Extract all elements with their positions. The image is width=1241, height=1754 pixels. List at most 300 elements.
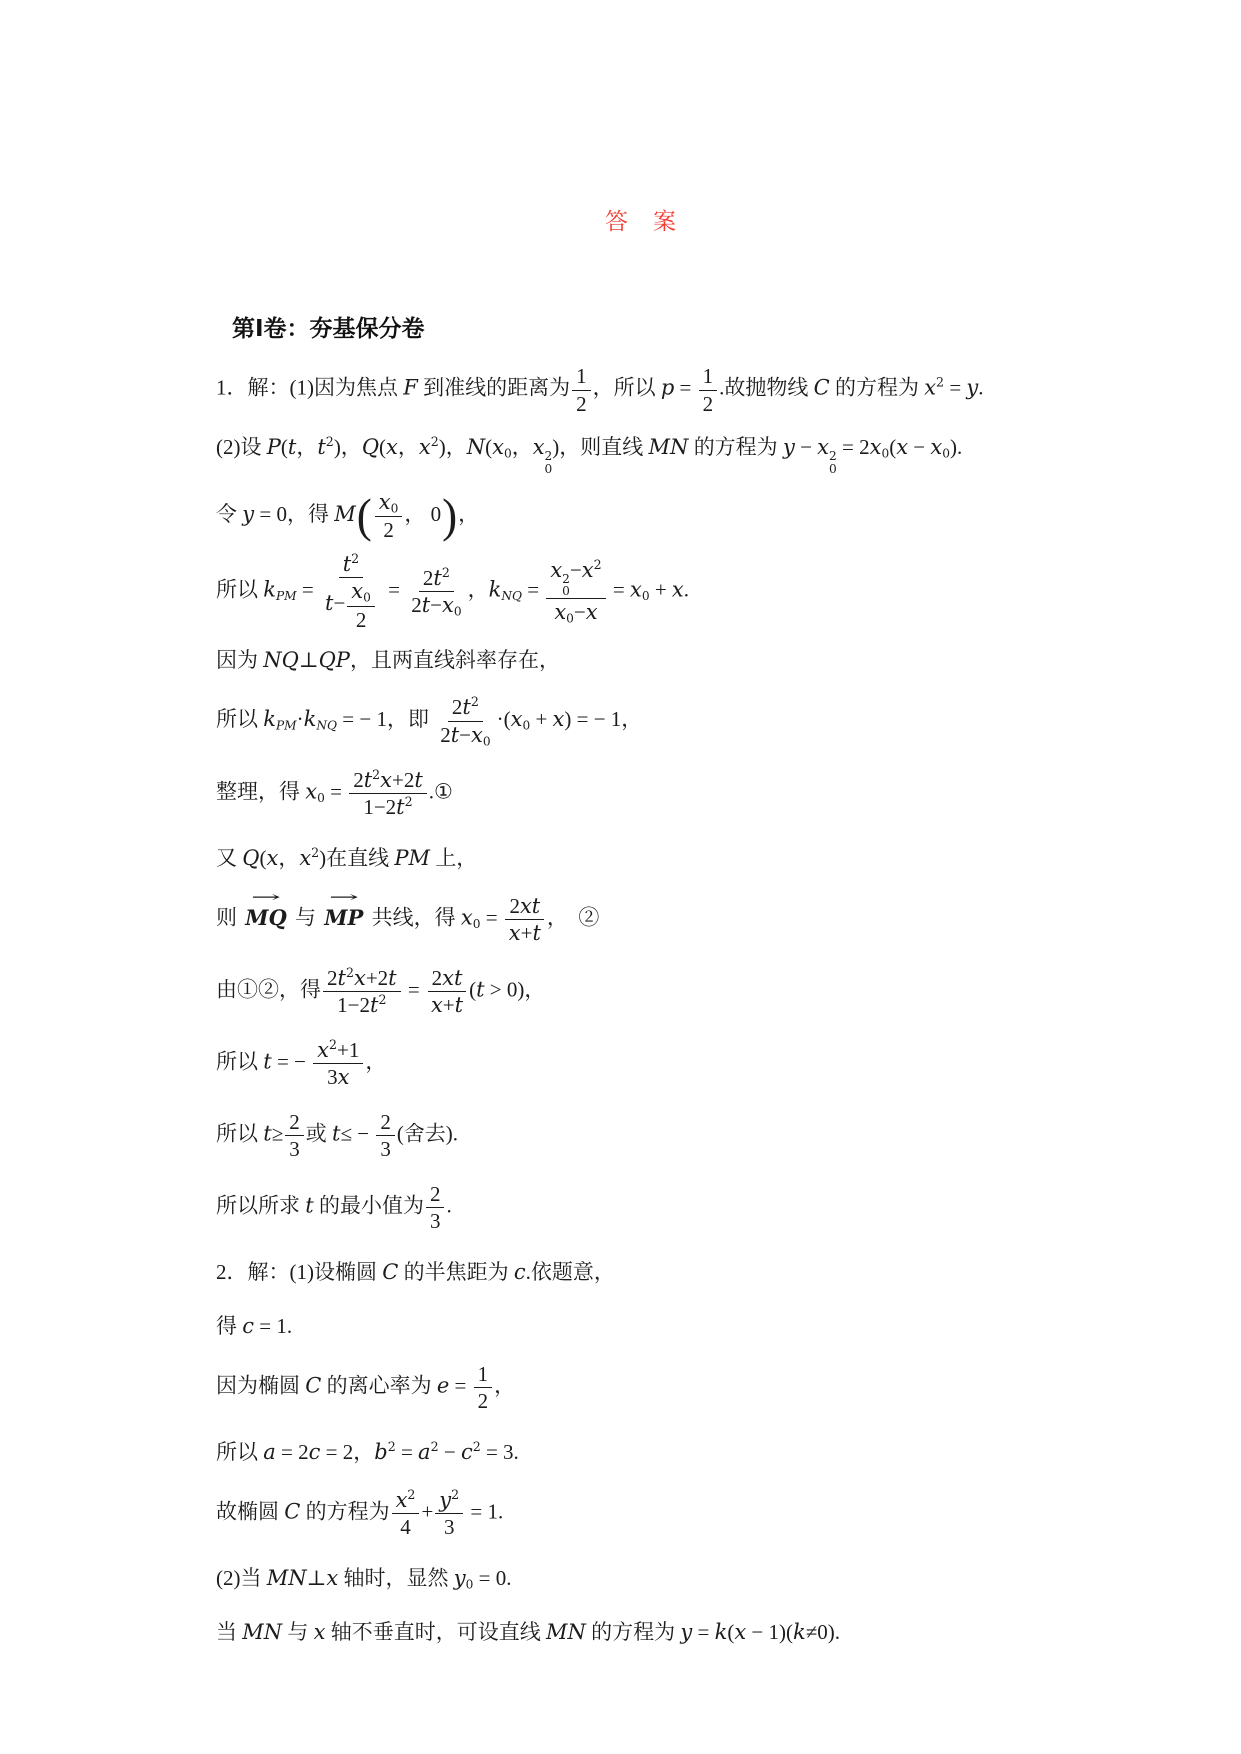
text-run: 的半焦距为 [398,1259,514,1284]
math-variable: t [363,768,373,793]
fraction-numerator [572,364,591,390]
text-run: > 0)， [484,977,546,1002]
text-run: 3 [429,1209,441,1234]
math-variable: x [351,579,364,604]
superscript: 2 [404,794,413,810]
math-variable: k [263,577,276,602]
big-paren: ( [356,489,372,543]
math-variable: C [382,1259,399,1284]
text-run: ，所以 [592,375,661,400]
math-variable: t [388,966,397,991]
text-run: ⊥ [298,647,319,672]
fraction [572,364,591,415]
fraction [323,966,401,1017]
superscript: 2 [430,434,439,450]
subscript: 0 [881,446,890,461]
text-run: 4 [400,1515,411,1540]
fraction-numerator [313,1038,363,1064]
stacked-scripts [562,573,570,597]
fraction-denominator [333,992,390,1017]
content-line [216,354,1201,426]
fraction-numerator [339,552,363,578]
superscript: 2 [325,434,334,450]
text-run: 1 [702,364,714,389]
text-run: .故抛物线 [719,375,814,400]
text-run: 1．解：(1)因为焦点 [216,375,404,400]
text-run: − [333,591,346,616]
math-variable: t [317,435,326,460]
text-run: = [607,577,630,602]
line-row [216,1310,292,1340]
text-run: ) = − 1， [564,707,643,732]
vector [321,887,366,930]
text-run: (舍去). [396,1121,459,1146]
text-run: +2 [392,768,415,793]
text-run: = 1. [254,1313,293,1338]
text-run: + [520,921,533,946]
section-heading: 第Ⅰ卷：夯基保分卷 [232,315,425,341]
line-row [216,644,560,674]
text-run: + [442,993,455,1018]
fraction-denominator [436,722,494,748]
text-run: . [683,577,689,602]
superscript: 2 [311,844,320,860]
math-variable: x [585,600,598,625]
math-variable: y [242,501,255,526]
math-variable: x [519,894,532,919]
fraction-numerator [375,490,403,517]
text-run: = [692,1619,715,1644]
math-variable: y [966,375,979,400]
math-variable: x [930,435,943,460]
text-run: 所以 [216,1439,264,1464]
math-variable: a [418,1439,431,1464]
math-variable: MN [648,435,689,460]
fraction-numerator [323,966,401,992]
text-run: ， [511,435,533,460]
text-run: 2 [702,391,714,416]
line-row [216,1182,452,1233]
fraction-denominator [407,592,465,618]
content-line [216,758,1201,830]
math-variable: NQ [263,647,299,672]
superscript: 2 [351,551,360,567]
superscript: 2 [451,1487,460,1503]
math-variable: MN [266,1565,307,1590]
text-run: 因为 [216,647,264,672]
text-run: 轴不垂直时，可设直线 [325,1619,546,1644]
line-row [216,1436,519,1466]
fraction [392,1488,420,1539]
fraction-denominator [379,517,398,542]
math-variable: x [418,435,431,460]
text-run: 则 [216,905,243,930]
fraction [407,566,465,619]
math-variable: c [308,1439,321,1464]
fraction-denominator [505,920,545,945]
math-variable: x [442,592,454,617]
fraction-numerator [285,1110,304,1136]
fraction-numerator [349,768,427,794]
text-run: 2 [383,518,394,543]
text-run: 整理，得 [216,779,306,804]
text-run: 2 [411,592,422,617]
fraction [436,695,494,748]
math-variable: x [378,489,391,514]
text-run: 2 [355,607,367,632]
text-run: 的方程为 [585,1619,681,1644]
fraction-denominator [440,1514,459,1539]
text-run: ( [280,435,288,460]
content-line [216,1604,1201,1658]
fraction-denominator [376,1136,395,1161]
content-line [216,1550,1201,1604]
math-variable: t [476,977,485,1002]
superscript: 2 [470,694,479,710]
superscript: 2 [441,564,450,580]
subscript: 0 [829,461,837,476]
math-variable: y [782,435,795,460]
text-run: ≤ − [340,1121,375,1146]
math-variable: t [331,1121,341,1146]
text-run: = 0，得 [254,501,335,526]
text-run: 到准线的距离为 [417,375,571,400]
fraction [375,490,403,543]
text-run: = − 1，即 [337,707,435,732]
math-variable: y [680,1619,693,1644]
line-row [216,364,984,415]
content-line [216,884,1201,956]
subscript: 0 [465,1577,474,1592]
math-variable: x [532,435,545,460]
superscript: 2 [430,1438,439,1454]
vector-label: MQ [245,904,287,930]
math-variable: t [433,565,442,590]
fraction-denominator [427,992,467,1017]
fraction-numerator [392,1488,420,1514]
text-run: 由①②，得 [216,977,321,1002]
superscript: 2 [372,767,381,783]
subscript: 0 [482,733,491,748]
text-run: = [521,577,545,602]
fraction-numerator [376,1110,395,1136]
text-run: = [382,577,406,602]
text-run: ，且两直线斜率存在， [349,647,560,672]
subscript: 0 [472,916,481,931]
text-run: = [402,977,425,1002]
text-run: 2 [451,695,463,720]
text-run: 轴时，显然 [338,1565,454,1590]
subscript: 0 [363,590,371,605]
subscript: 0 [317,790,325,805]
content-line [216,956,1201,1028]
text-run: ≥ [271,1121,284,1146]
text-run: 2 [440,722,451,747]
fraction-numerator [347,579,375,606]
math-variable: x [510,707,523,732]
math-variable: t [450,722,460,747]
text-run: 2 [289,1110,300,1135]
line-row [216,552,689,632]
text-run: .① [428,779,453,804]
text-run: (2)当 [216,1565,267,1590]
line-row [216,1562,511,1592]
fraction [347,579,375,632]
subscript: NQ [501,589,522,604]
content-line [216,1424,1201,1478]
math-variable: k [263,707,276,732]
text-run: 故椭圆 [216,1499,285,1524]
content-line [216,1478,1201,1550]
subscript: 0 [544,461,553,476]
line-row [216,695,642,748]
text-run: 3 [443,1515,455,1540]
text-run: 所以所求 [216,1193,306,1218]
math-variable: x [380,768,392,793]
text-run: − [569,557,582,582]
math-variable: P [266,435,281,460]
text-run: 2 [353,768,364,793]
text-run: − 1)( [746,1619,794,1644]
vector-arrow-icon: → [250,887,282,906]
fraction [546,558,605,626]
math-variable: x [671,577,684,602]
math-variable: x [326,1565,339,1590]
math-variable: c [460,1439,473,1464]
text-run: ， [494,1373,516,1398]
big-paren: ) [442,489,458,543]
math-variable: x [337,1065,350,1090]
math-variable: x [442,966,454,991]
text-run: 所以 [216,707,264,732]
math-variable: t [531,894,541,919]
text-run: . [978,375,984,400]
text-run: 因为椭圆 [216,1373,306,1398]
text-run: 所以 [216,1121,264,1146]
text-run: ， 0 [404,501,442,526]
text-run: = 1. [465,1499,504,1524]
math-variable: t [305,1193,314,1218]
math-variable: PM [394,845,431,870]
fraction [426,1182,445,1233]
superscript: 2 [407,1487,416,1503]
fraction [285,1110,304,1161]
math-variable: k [793,1619,806,1644]
text-run: 所以 [216,1049,264,1074]
text-run: ( [485,435,493,460]
subscript: NQ [316,718,338,733]
content-line [216,686,1201,758]
math-variable: k [488,577,502,602]
content-line [216,1244,1201,1298]
text-run: ， [365,1049,387,1074]
math-variable: t [287,435,297,460]
text-run: ·( [496,707,511,732]
math-variable: x [508,921,521,946]
vector-arrow-icon: → [328,887,359,906]
text-run: 2 [380,1110,391,1135]
vector [242,887,290,930]
math-variable: k [303,707,317,732]
math-variable: x [554,600,567,625]
text-run: = 2， [320,1439,375,1464]
fraction [427,966,467,1017]
vector-label: MP [324,904,364,930]
text-run: 2．解：(1)设椭圆 [216,1259,383,1284]
fraction [474,1362,493,1413]
superscript: 2 [936,375,945,391]
text-run: )， [438,435,467,460]
text-run: − [794,435,818,460]
fraction-numerator [699,364,718,390]
text-run: 2 [509,894,520,919]
subscript: 0 [522,718,531,733]
text-run: 的方程为 [829,375,925,400]
line-row [216,768,453,819]
text-run: 当 [216,1619,243,1644]
math-variable: x [471,722,483,747]
fraction-numerator [435,1488,463,1514]
text-run: ， ② [546,905,600,930]
fraction-numerator [419,566,454,592]
line-row [216,1110,458,1161]
text-run: 的最小值为 [313,1193,424,1218]
math-variable: x [869,435,882,460]
fraction [376,1110,395,1161]
math-variable: F [403,375,418,400]
text-run: ， [278,845,300,870]
text-run: )，则直线 [552,435,649,460]
superscript: 2 [387,1438,396,1454]
text-run: 1−2 [337,993,370,1018]
content-line [216,1298,1201,1352]
math-variable: N [466,435,486,460]
text-run: 2 [431,966,443,991]
text-run: 2 [429,1182,441,1207]
superscript: 2 [562,571,570,586]
math-variable: t [263,1121,272,1146]
math-variable: t [369,993,379,1018]
math-variable: c [513,1259,526,1284]
fraction-denominator [699,391,718,416]
superscript: 2 [328,1037,337,1053]
text-run: 2 [327,966,338,991]
text-run: 与 [282,1619,314,1644]
text-run: 共线，得 [366,905,461,930]
fraction-denominator [321,578,381,632]
math-variable: x [924,375,937,400]
math-variable: x [896,435,909,460]
math-variable: t [396,795,405,820]
math-variable: C [305,1373,322,1398]
math-variable: x [552,707,565,732]
math-variable: x [299,845,312,870]
fraction-denominator [572,391,591,416]
text-run: ， [458,501,480,526]
text-run: − [430,592,443,617]
subscript: 0 [390,501,399,516]
math-variable: x [305,779,318,804]
content-line [216,1172,1201,1244]
math-variable: M [334,501,356,526]
math-variable: QP [318,647,350,672]
text-run: 与 [289,905,322,930]
superscript: 2 [345,965,354,981]
text-run: = 3. [480,1439,519,1464]
math-variable: C [284,1499,301,1524]
subscript: 0 [641,589,650,604]
superscript: 2 [829,449,837,464]
text-run: 1−2 [363,795,397,820]
superscript: 2 [593,557,602,573]
math-variable: x [353,966,366,991]
content-line [216,1028,1201,1100]
content-line [216,552,1201,632]
text-run: − [908,435,931,460]
text-run: 又 [216,845,243,870]
line-row [216,1616,840,1646]
text-run: 3 [289,1137,300,1162]
text-run: ⊥ [306,1565,327,1590]
line-row [216,490,479,543]
text-run: ( [469,977,477,1002]
text-run: 令 [216,501,243,526]
content-line [216,426,1201,480]
text-run: 3 [380,1137,391,1162]
superscript: 2 [472,1438,481,1454]
fraction [349,768,427,819]
math-variable: MN [242,1619,283,1644]
fraction-denominator [396,1514,415,1539]
fraction [699,364,718,415]
subscript: 0 [942,446,950,461]
superscript: 2 [544,449,553,464]
math-variable: x [734,1619,747,1644]
text-run: ( [727,1619,735,1644]
math-variable: t [337,966,346,991]
text-run: 的离心率为 [321,1373,437,1398]
math-variable: t [462,695,471,720]
math-variable: t [342,552,352,576]
math-variable: x [460,905,473,930]
content-line [216,1100,1201,1172]
math-variable: t [324,591,334,616]
fraction-numerator [546,558,605,599]
fraction-numerator [448,695,483,721]
math-variable: t [263,1049,272,1074]
text-run: = [296,577,319,602]
math-variable: x [550,557,563,582]
page-title: 答 案 [605,209,677,234]
fraction-denominator [285,1136,304,1161]
math-variable: t [453,966,463,991]
text-run: 上， [430,845,478,870]
math-variable: t [421,592,431,617]
subscript: 0 [566,611,574,626]
text-run: 的方程为 [688,435,783,460]
text-run: ( [259,845,267,870]
text-run: (2)设 [216,435,267,460]
math-variable: c [242,1313,255,1338]
text-run: = 2 [836,435,870,460]
math-variable: x [581,557,594,582]
text-run: 的方程为 [300,1499,390,1524]
text-run: 2 [576,391,587,416]
text-run: 3 [327,1065,338,1090]
text-run: = [480,905,503,930]
text-run: .依题意， [525,1259,615,1284]
text-run: 1 [477,1362,489,1387]
